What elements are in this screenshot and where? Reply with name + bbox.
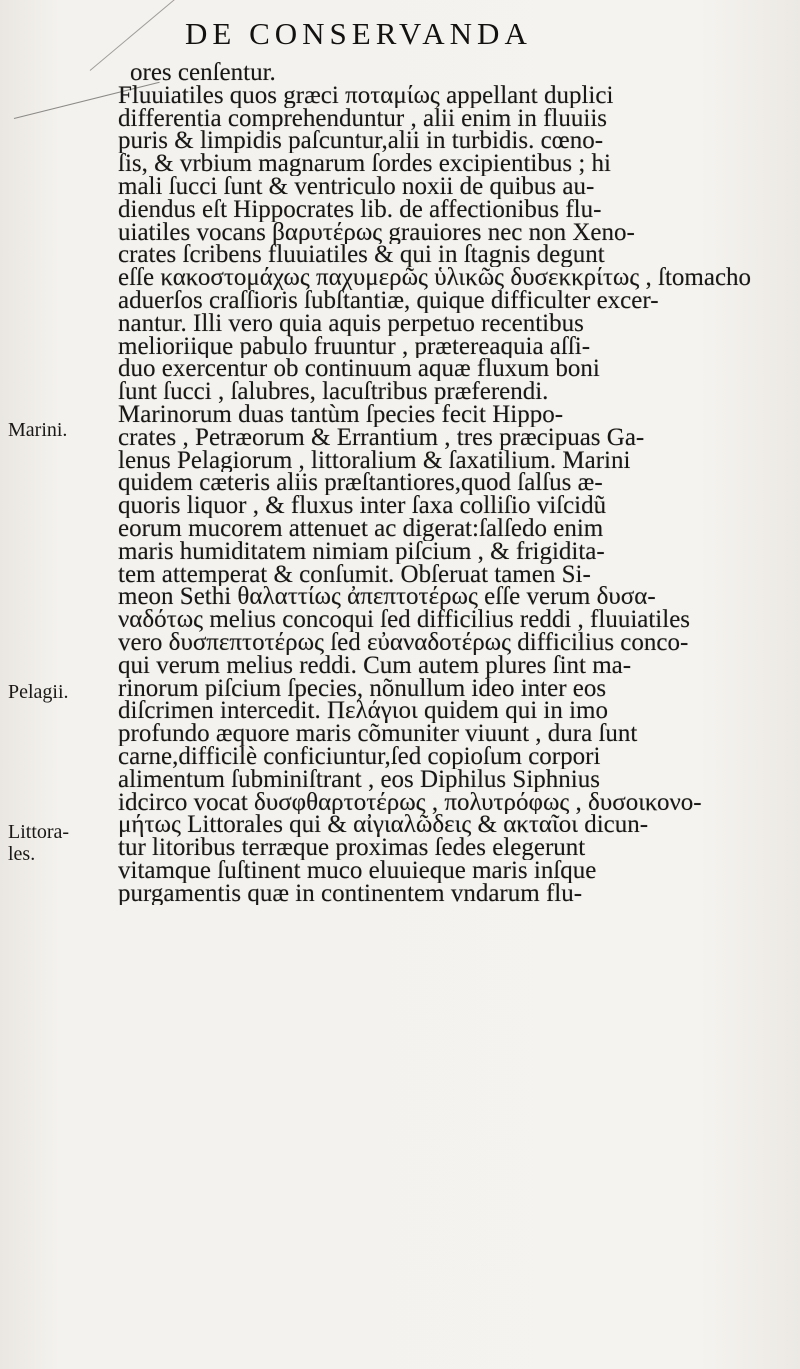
- margin-note-littora: Littora-: [8, 821, 70, 843]
- text-line: ſunt ſucci , ſalubres, lacuſtribus præferendi.: [118, 381, 549, 404]
- text-line: aduerſos craſſioris ſubſtantiæ, quique difficulter excer-: [118, 289, 659, 313]
- text-line: puris & limpidis paſcuntur,alii in turbidis. cœno-: [118, 130, 604, 154]
- text-line: eorum mucorem attenuet ac digerat:ſalſedo enim: [118, 517, 604, 541]
- text-line: vero δυσπεπτοτέρως ſed εὐαναδοτέρως difficilius conco-: [118, 631, 689, 655]
- text-line: nantur. Illi vero quia aquis perpetuo recentibus: [118, 312, 584, 336]
- text-line: vitamque ſuſtinent muco eluuieque maris inſque: [118, 859, 597, 883]
- text-line: crates ſcribens fluuiatiles & qui in ſtagnis degunt: [118, 244, 605, 268]
- text-line: profundo æquore maris cõmuniter viuunt , dura ſunt: [118, 723, 638, 746]
- text-line: maris humiditatem nimiam piſcium , & frigidita-: [118, 540, 605, 564]
- text-line: melioriique pabulo fruuntur , prætereaquia aſſi-: [118, 335, 591, 359]
- text-line: rinorum piſcium ſpecies, nõnullum ideo inter eos: [118, 677, 607, 701]
- text-line: lenus Pelagiorum , littoralium & ſaxatilium. Marini: [118, 449, 631, 473]
- text-line: uiatiles vocans βαρυτέρως grauiores nec non Xeno-: [118, 221, 635, 245]
- margin-note-pelagii: Pelagii.: [8, 681, 69, 703]
- text-line: eſſe κακοστομάχως παχυμερῶς ὑλικῶς δυσεκκρίτως , ſtomacho: [118, 267, 752, 290]
- text-line: Marinorum duas tantùm ſpecies fecit Hippo-: [118, 403, 564, 427]
- text-line: qui verum melius reddi. Cum autem plures ſint ma-: [118, 654, 632, 678]
- text-line: mali ſucci ſunt & ventriculo noxii de quibus au-: [118, 175, 595, 199]
- text-line: differentia comprehenduntur , alii enim in fluuiis: [118, 107, 607, 131]
- text-line: diſcrimen intercedit. Πελάγιοι quidem qui in imo: [118, 700, 608, 724]
- text-line: purgamentis quæ in continentem vndarum flu-: [118, 882, 583, 906]
- running-heading: DE CONSERVANDA: [185, 16, 532, 51]
- text-line: ſis, & vrbium magnarum ſordes excipientibus ; hi: [118, 153, 611, 176]
- text-line: quoris liquor , & fluxus inter ſaxa colliſio viſcidũ: [118, 495, 607, 518]
- text-line: diendus eſt Hippocrates lib. de affectionibus flu-: [118, 198, 602, 222]
- text-line: ores cenſentur.: [130, 62, 276, 85]
- text-line: tem attemperat & conſumit. Obſeruat tamen Si-: [118, 563, 591, 587]
- text-line: Fluuiatiles quos græci ποταμίως appellant duplici: [118, 84, 614, 108]
- margin-note-les: les.: [8, 843, 36, 865]
- body-text: [118, 62, 788, 905]
- text-line: duo exercentur ob continuum aquæ fluxum boni: [118, 358, 600, 382]
- text-line: alimentum ſubminiſtrant , eos Diphilus Siphnius: [118, 768, 600, 792]
- text-line: quidem cæteris aliis præſtantiores,quod ſalſus æ-: [118, 472, 603, 496]
- text-line: crates , Petræorum & Errantium , tres præcipuas Ga-: [118, 426, 645, 450]
- text-line: idcirco vocat δυσφθαρτοτέρως , πολυτρόφως , δυσοικονο-: [118, 791, 702, 815]
- text-line: tur litoribus terræque proximas ſedes elegerunt: [118, 837, 586, 860]
- text-line: meon Sethi θαλαττίως ἀπεπτοτέρως eſſe verum δυσα-: [118, 586, 656, 610]
- text-line: μήτως Littorales qui & αἰγιαλῶδεις & ακταῖοι dicun-: [118, 814, 649, 838]
- text-line: carne,difficilè conficiuntur,ſed copioſum corpori: [118, 745, 601, 769]
- margin-note-marini: Marini.: [8, 419, 68, 441]
- text-line: ναδότως melius concoqui ſed difficilius reddi , fluuiatiles: [118, 609, 691, 632]
